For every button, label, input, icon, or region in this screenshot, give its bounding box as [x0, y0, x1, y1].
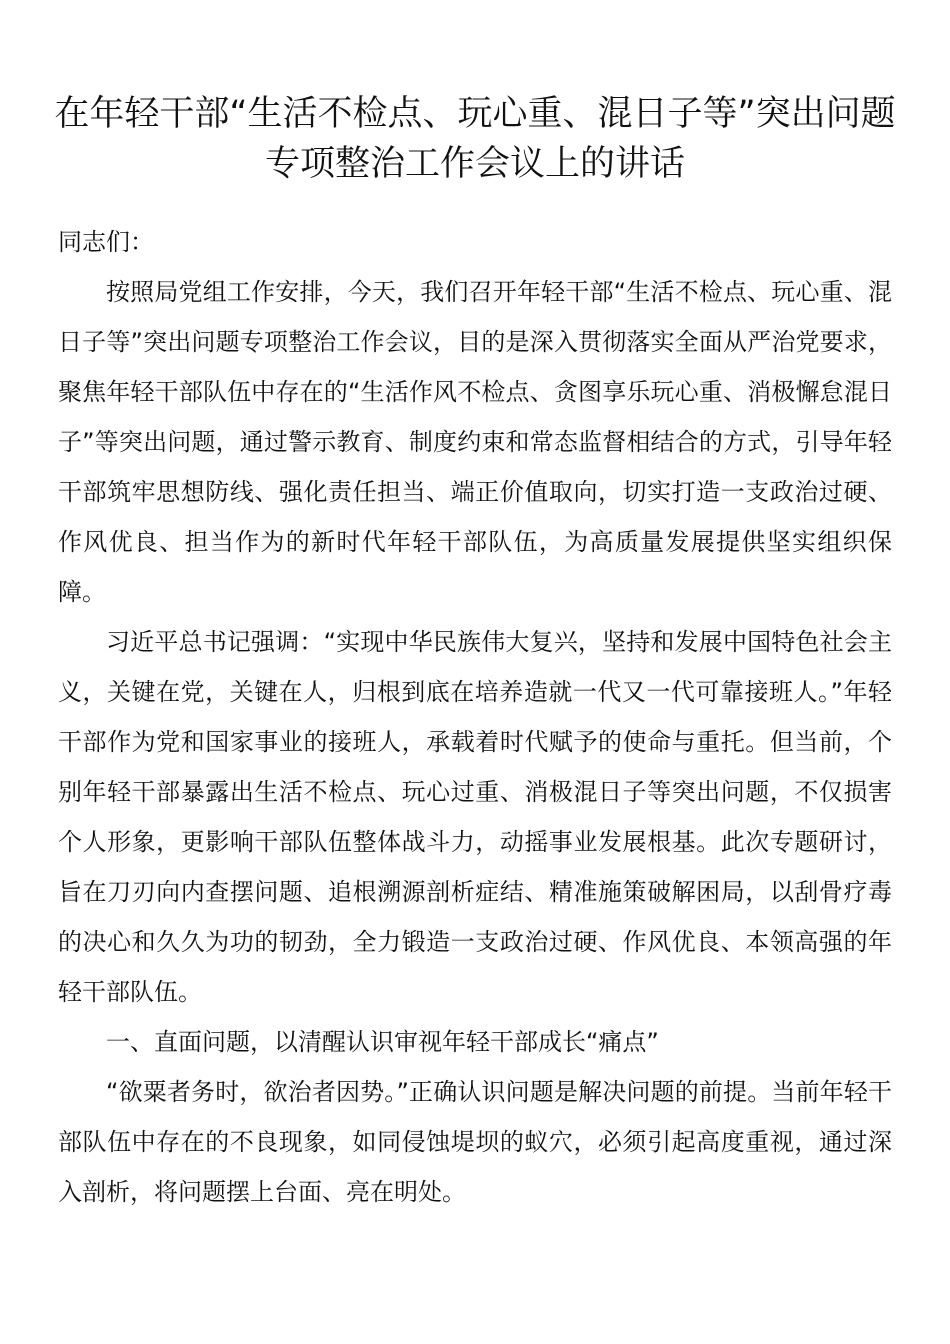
section-heading: 一、直面问题，以清醒认识审视年轻干部成长“痛点” — [106, 1028, 659, 1056]
document-title: 在年轻干部“生活不检点、玩心重、混日子等”突出问题专项整治工作会议上的讲话 — [54, 94, 896, 185]
paragraph-intro: 按照局党组工作安排，今天，我们召开年轻干部“生活不检点、玩心重、混日子等”突出问题专项整治工作会议，目的是深入贯彻落实全面从严治党要求，聚焦年轻干部队伍中存在的“生活作风不检点、贪图享乐玩心重、消极懈怠混日子”等突出问题，通过警示教育、制度约束和常态监督相结合的方式，引导年轻干部筑牢思想防线、强化责任担当、端正价值取向，切实打造一支政治过硬、作风优良、担当作为的新时代年轻干部队伍，为高质量发展提供坚实组织保障。 — [58, 278, 892, 606]
salutation: 同志们： — [58, 228, 154, 256]
paragraph-quote: 习近平总书记强调：“实现中华民族伟大复兴，坚持和发展中国特色社会主义，关键在党，关键在人，归根到底在培养造就一代又一代可靠接班人。”年轻干部作为党和国家事业的接班人，承载着时代赋予的使命与重托。但当前，个别年轻干部暴露出生活不检点、玩心过重、消极混日子等突出问题，不仅损害个人形象，更影响干部队伍整体战斗力，动摇事业发展根基。此次专题研讨，旨在刀刃向内查摆问题、追根溯源剖析症结、精准施策破解困局，以刮骨疗毒的决心和久久为功的韧劲，全力锻造一支政治过硬、作风优良、本领高强的年轻干部队伍。 — [58, 628, 892, 1006]
document-body — [58, 217, 892, 1217]
section-paragraph: “欲粟者务时，欲治者因势。”正确认识问题是解决问题的前提。当前年轻干部队伍中存在的不良现象，如同侵蚀堤坝的蚁穴，必须引起高度重视，通过深入剖析，将问题摆上台面、亮在明处。 — [58, 1078, 892, 1206]
